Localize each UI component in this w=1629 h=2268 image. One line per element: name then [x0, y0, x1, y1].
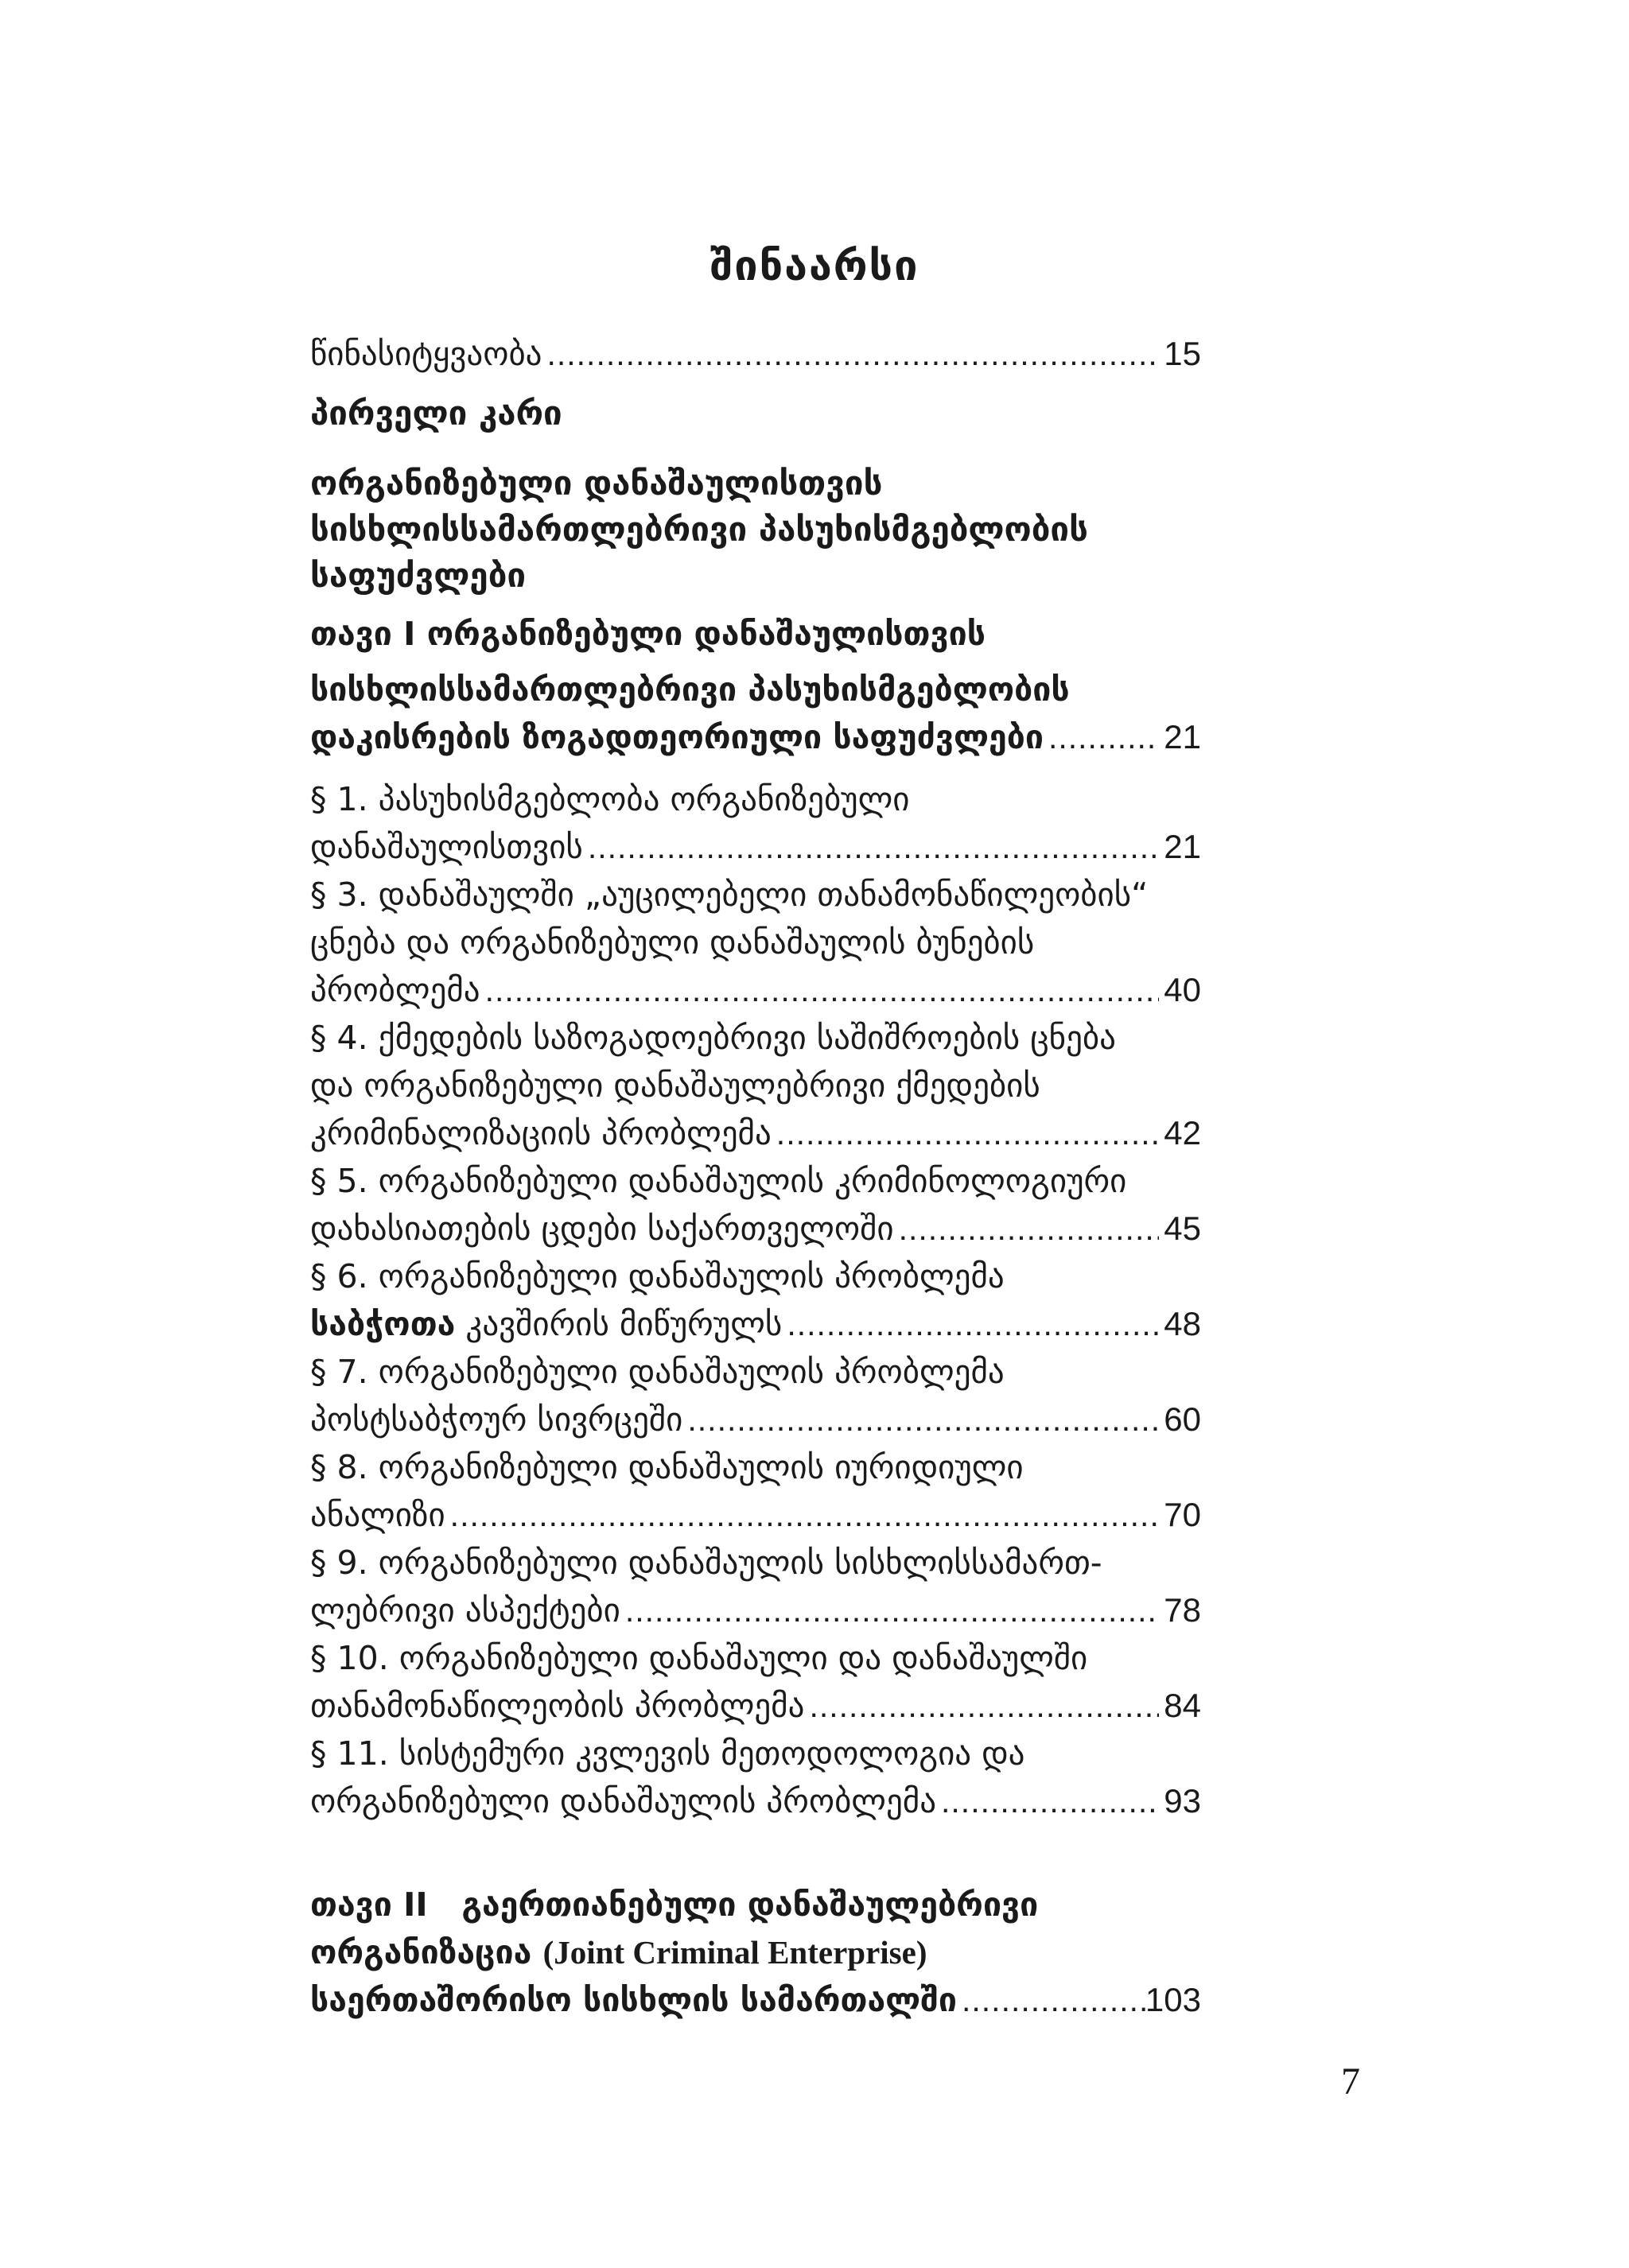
toc-page-number: 42 — [1164, 1114, 1201, 1151]
section-title-bold: საბჭოთა — [310, 1305, 456, 1343]
chapter-title-line: სისხლისსამართლებრივი პასუხისმგებლობის — [310, 670, 1070, 709]
section-title-line: ცნება და ორგანიზებული დანაშაულის ბუნების — [310, 923, 1035, 961]
leader-dots — [546, 330, 1159, 378]
toc-page-number: 40 — [1164, 971, 1201, 1008]
toc-page-number: 60 — [1164, 1400, 1201, 1438]
chapter-title-line: გაერთიანებული დანაშაულებრივი — [461, 1885, 1039, 1924]
part-title-line: სისხლისსამართლებრივი პასუხისმგებლობის — [310, 510, 1088, 549]
toc-entry-section-7[interactable] — [310, 1348, 1201, 1443]
section-title-line: პრობლემა — [310, 971, 480, 1009]
chapter-title-line: ორგანიზაცია — [310, 1933, 532, 1971]
leader-dots — [787, 1300, 1159, 1348]
section-title-line: § 10. ორგანიზებული დანაშაული და დანაშაულში — [310, 1639, 1088, 1677]
leader-dots — [687, 1396, 1159, 1443]
page-number: 7 — [1341, 2060, 1360, 2103]
toc-entry-section-4[interactable] — [310, 1014, 1201, 1157]
leader-dots — [941, 1777, 1159, 1825]
leader-dots — [450, 1491, 1160, 1539]
leader-dots — [588, 823, 1159, 871]
chapter-title-line: საერთაშორისო სისხლის სამართალში — [310, 1981, 957, 2019]
leader-dots — [776, 1109, 1159, 1157]
toc-entry-section-10[interactable] — [310, 1634, 1201, 1730]
section-title-line: დანაშაულისთვის — [310, 828, 583, 866]
section-title-line: კრიმინალიზაციის პრობლემა — [310, 1114, 772, 1152]
toc-entry-section-1[interactable] — [310, 775, 1201, 871]
toc-entry-label: წინასიტყვაობა — [310, 335, 542, 373]
section-title-line: § 8. ორგანიზებული დანაშაულის იურიდიული — [310, 1448, 1024, 1486]
leader-dots — [899, 1205, 1160, 1252]
toc-page-number: 45 — [1164, 1210, 1201, 1247]
part-title-line: ორგანიზებული დანაშაულისთვის — [310, 464, 883, 503]
chapter-title-english: (Joint Criminal Enterprise) — [542, 1934, 927, 1971]
section-title-line: ორგანიზებული დანაშაულის პრობლემა — [310, 1782, 937, 1820]
leader-dots — [809, 1682, 1159, 1730]
toc-page-number: 48 — [1164, 1305, 1201, 1342]
toc-page-number: 93 — [1164, 1782, 1201, 1819]
section-title-line: § 7. ორგანიზებული დანაშაულის პრობლემა — [310, 1353, 1005, 1391]
leader-dots — [485, 966, 1160, 1014]
toc-page-number: 103 — [1145, 1981, 1201, 2018]
page-title: შინაარსი — [710, 243, 919, 290]
section-title-line: § 5. ორგანიზებული დანაშაულის კრიმინოლოგიური — [310, 1162, 1127, 1200]
table-of-contents — [310, 330, 1201, 2024]
toc-entry-section-6[interactable] — [310, 1252, 1201, 1348]
part-title-line: საფუძვლები — [310, 556, 527, 595]
toc-entry-section-11[interactable] — [310, 1730, 1201, 1825]
section-title-line: ლებრივი ასპექტები — [310, 1591, 620, 1629]
toc-page-number: 21 — [1164, 828, 1201, 865]
toc-page-number: 78 — [1164, 1591, 1201, 1629]
toc-entry-preface[interactable] — [310, 330, 1201, 378]
section-title-line: ანალიზი — [310, 1496, 445, 1534]
toc-page-number: 84 — [1164, 1687, 1201, 1724]
section-title-line: პოსტსაბჭოურ სივრცეში — [310, 1400, 683, 1439]
toc-entry-section-5[interactable] — [310, 1157, 1201, 1252]
leader-dots — [962, 1976, 1145, 2024]
leader-dots — [625, 1586, 1159, 1634]
toc-entry-section-8[interactable] — [310, 1443, 1201, 1539]
toc-page-number: 21 — [1164, 718, 1201, 755]
toc-page-number: 70 — [1164, 1496, 1201, 1533]
section-title-line: დახასიათების ცდები საქართველოში — [310, 1210, 894, 1248]
toc-entry-section-9[interactable] — [310, 1539, 1201, 1634]
section-title-line: კავშირის მიწურულს — [455, 1305, 783, 1343]
toc-entry-chapter-2[interactable] — [310, 1881, 1201, 2024]
section-title-line: § 1. პასუხისმგებლობა ორგანიზებული — [310, 780, 910, 818]
chapter-prefix: თავი I — [310, 615, 416, 653]
section-title-line: § 4. ქმედების საზოგადოებრივი საშიშროების ცნება — [310, 1019, 1116, 1057]
chapter-title-line: დაკისრების ზოგადთეორიული საფუძვლები — [310, 718, 1044, 756]
leader-dots — [1048, 713, 1159, 761]
part-label: პირველი კარი — [310, 394, 562, 433]
chapter-title-line: ორგანიზებული დანაშაულისთვის — [426, 615, 986, 653]
section-title-line: § 6. ორგანიზებული დანაშაულის პრობლემა — [310, 1257, 1005, 1295]
section-title-line: § 9. ორგანიზებული დანაშაულის სისხლისსამართ- — [310, 1544, 1102, 1582]
toc-page-number: 15 — [1164, 335, 1201, 372]
chapter-prefix: თავი II — [310, 1885, 428, 1924]
section-title-line: § 11. სისტემური კვლევის მეთოდოლოგია და — [310, 1734, 1025, 1773]
toc-entry-section-3[interactable] — [310, 871, 1201, 1014]
section-title-line: და ორგანიზებული დანაშაულებრივი ქმედების — [310, 1066, 1040, 1105]
section-title-line: თანამონაწილეობის პრობლემა — [310, 1687, 805, 1725]
toc-entry-chapter-1[interactable] — [310, 610, 1201, 761]
section-title-line: § 3. დანაშაულში „აუცილებელი თანამონაწილეობის“ — [310, 876, 1149, 914]
